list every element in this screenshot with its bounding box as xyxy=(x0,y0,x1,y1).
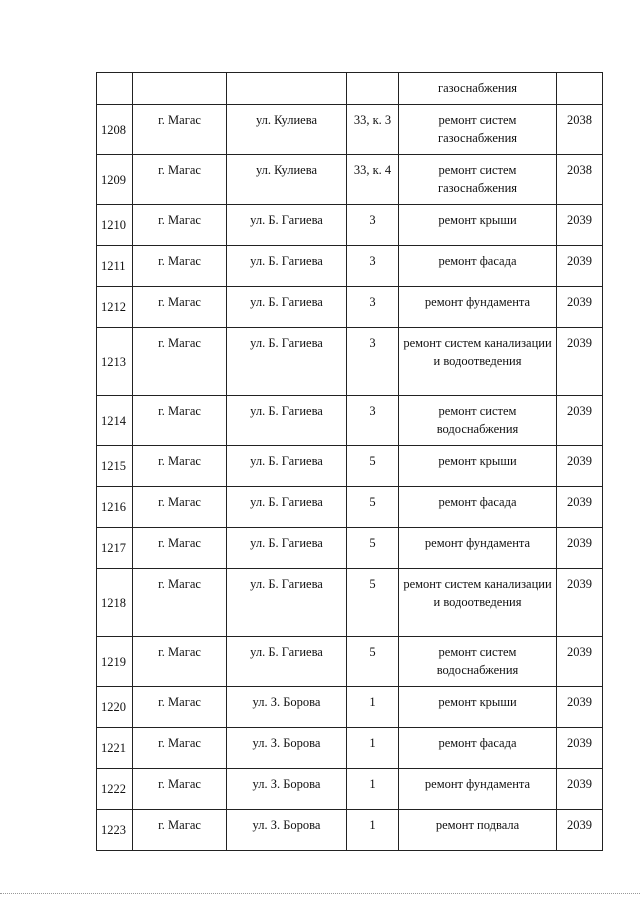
work-type-cell: ремонт систем газоснабжения xyxy=(399,105,557,155)
house-cell: 5 xyxy=(347,637,399,687)
house-cell: 33, к. 4 xyxy=(347,155,399,205)
city-cell xyxy=(133,73,227,105)
year-cell: 2039 xyxy=(557,637,603,687)
table-row xyxy=(97,328,603,396)
street-cell: ул. Б. Гагиева xyxy=(227,287,347,328)
year-cell: 2038 xyxy=(557,155,603,205)
table-row xyxy=(97,728,603,769)
table-row xyxy=(97,487,603,528)
row-number: 1217 xyxy=(97,528,133,569)
street-cell: ул. З. Борова xyxy=(227,687,347,728)
table-row xyxy=(97,769,603,810)
street-cell xyxy=(227,73,347,105)
row-number: 1221 xyxy=(97,728,133,769)
year-cell: 2039 xyxy=(557,810,603,851)
house-cell: 3 xyxy=(347,287,399,328)
work-type-cell: ремонт фасада xyxy=(399,487,557,528)
work-type-cell: ремонт фасада xyxy=(399,246,557,287)
city-cell: г. Магас xyxy=(133,487,227,528)
work-type-cell: ремонт подвала xyxy=(399,810,557,851)
year-cell: 2039 xyxy=(557,246,603,287)
table-row xyxy=(97,810,603,851)
house-cell: 3 xyxy=(347,328,399,396)
city-cell: г. Магас xyxy=(133,728,227,769)
street-cell: ул. Б. Гагиева xyxy=(227,446,347,487)
work-type-cell: ремонт систем водоснабжения xyxy=(399,637,557,687)
year-cell: 2039 xyxy=(557,396,603,446)
house-cell: 5 xyxy=(347,446,399,487)
row-number: 1210 xyxy=(97,205,133,246)
table-row xyxy=(97,155,603,205)
row-number: 1218 xyxy=(97,569,133,637)
table-row xyxy=(97,446,603,487)
street-cell: ул. Кулиева xyxy=(227,155,347,205)
house-cell: 1 xyxy=(347,728,399,769)
house-cell: 3 xyxy=(347,246,399,287)
house-cell: 3 xyxy=(347,205,399,246)
street-cell: ул. Кулиева xyxy=(227,105,347,155)
row-number: 1213 xyxy=(97,328,133,396)
house-cell: 5 xyxy=(347,487,399,528)
table-row xyxy=(97,528,603,569)
city-cell: г. Магас xyxy=(133,637,227,687)
year-cell: 2039 xyxy=(557,528,603,569)
row-number: 1219 xyxy=(97,637,133,687)
street-cell: ул. З. Борова xyxy=(227,769,347,810)
year-cell: 2039 xyxy=(557,487,603,528)
year-cell: 2039 xyxy=(557,328,603,396)
city-cell: г. Магас xyxy=(133,328,227,396)
work-type-cell: ремонт фасада xyxy=(399,728,557,769)
street-cell: ул. Б. Гагиева xyxy=(227,637,347,687)
table-row xyxy=(97,287,603,328)
work-type-cell: ремонт крыши xyxy=(399,205,557,246)
year-cell: 2039 xyxy=(557,569,603,637)
work-type-cell: ремонт систем водоснабжения xyxy=(399,396,557,446)
table-row xyxy=(97,73,603,105)
repair-schedule-table xyxy=(96,72,603,851)
work-type-cell: ремонт крыши xyxy=(399,687,557,728)
year-cell: 2039 xyxy=(557,446,603,487)
row-number: 1220 xyxy=(97,687,133,728)
year-cell: 2039 xyxy=(557,205,603,246)
table-row xyxy=(97,105,603,155)
house-cell: 1 xyxy=(347,810,399,851)
row-number: 1216 xyxy=(97,487,133,528)
row-number: 1208 xyxy=(97,105,133,155)
table-body xyxy=(97,73,603,851)
house-cell xyxy=(347,73,399,105)
table-row xyxy=(97,246,603,287)
table-row xyxy=(97,687,603,728)
house-cell: 33, к. 3 xyxy=(347,105,399,155)
work-type-cell: ремонт фундамента xyxy=(399,769,557,810)
city-cell: г. Магас xyxy=(133,446,227,487)
work-type-cell: ремонт систем канализации и водоотведения xyxy=(399,328,557,396)
row-number xyxy=(97,73,133,105)
street-cell: ул. Б. Гагиева xyxy=(227,569,347,637)
city-cell: г. Магас xyxy=(133,528,227,569)
city-cell: г. Магас xyxy=(133,287,227,328)
city-cell: г. Магас xyxy=(133,205,227,246)
city-cell: г. Магас xyxy=(133,569,227,637)
street-cell: ул. З. Борова xyxy=(227,810,347,851)
street-cell: ул. Б. Гагиева xyxy=(227,487,347,528)
row-number: 1211 xyxy=(97,246,133,287)
work-type-cell: ремонт крыши xyxy=(399,446,557,487)
row-number: 1209 xyxy=(97,155,133,205)
year-cell xyxy=(557,73,603,105)
row-number: 1222 xyxy=(97,769,133,810)
house-cell: 1 xyxy=(347,687,399,728)
table-row xyxy=(97,205,603,246)
page-bottom-dotted-line xyxy=(0,893,640,895)
work-type-cell: ремонт фундамента xyxy=(399,528,557,569)
table-row xyxy=(97,637,603,687)
city-cell: г. Магас xyxy=(133,105,227,155)
work-type-cell: ремонт систем канализации и водоотведения xyxy=(399,569,557,637)
house-cell: 5 xyxy=(347,528,399,569)
house-cell: 5 xyxy=(347,569,399,637)
year-cell: 2038 xyxy=(557,105,603,155)
city-cell: г. Магас xyxy=(133,687,227,728)
row-number: 1223 xyxy=(97,810,133,851)
street-cell: ул. Б. Гагиева xyxy=(227,528,347,569)
work-type-cell: ремонт фундамента xyxy=(399,287,557,328)
table-row xyxy=(97,569,603,637)
street-cell: ул. Б. Гагиева xyxy=(227,205,347,246)
street-cell: ул. Б. Гагиева xyxy=(227,328,347,396)
city-cell: г. Магас xyxy=(133,246,227,287)
city-cell: г. Магас xyxy=(133,769,227,810)
table-row xyxy=(97,396,603,446)
city-cell: г. Магас xyxy=(133,396,227,446)
work-type-cell: ремонт систем газоснабжения xyxy=(399,155,557,205)
city-cell: г. Магас xyxy=(133,810,227,851)
year-cell: 2039 xyxy=(557,728,603,769)
street-cell: ул. Б. Гагиева xyxy=(227,246,347,287)
year-cell: 2039 xyxy=(557,687,603,728)
street-cell: ул. Б. Гагиева xyxy=(227,396,347,446)
row-number: 1212 xyxy=(97,287,133,328)
row-number: 1215 xyxy=(97,446,133,487)
street-cell: ул. З. Борова xyxy=(227,728,347,769)
city-cell: г. Магас xyxy=(133,155,227,205)
row-number: 1214 xyxy=(97,396,133,446)
house-cell: 1 xyxy=(347,769,399,810)
year-cell: 2039 xyxy=(557,287,603,328)
work-type-cell: газоснабжения xyxy=(399,73,557,105)
house-cell: 3 xyxy=(347,396,399,446)
year-cell: 2039 xyxy=(557,769,603,810)
